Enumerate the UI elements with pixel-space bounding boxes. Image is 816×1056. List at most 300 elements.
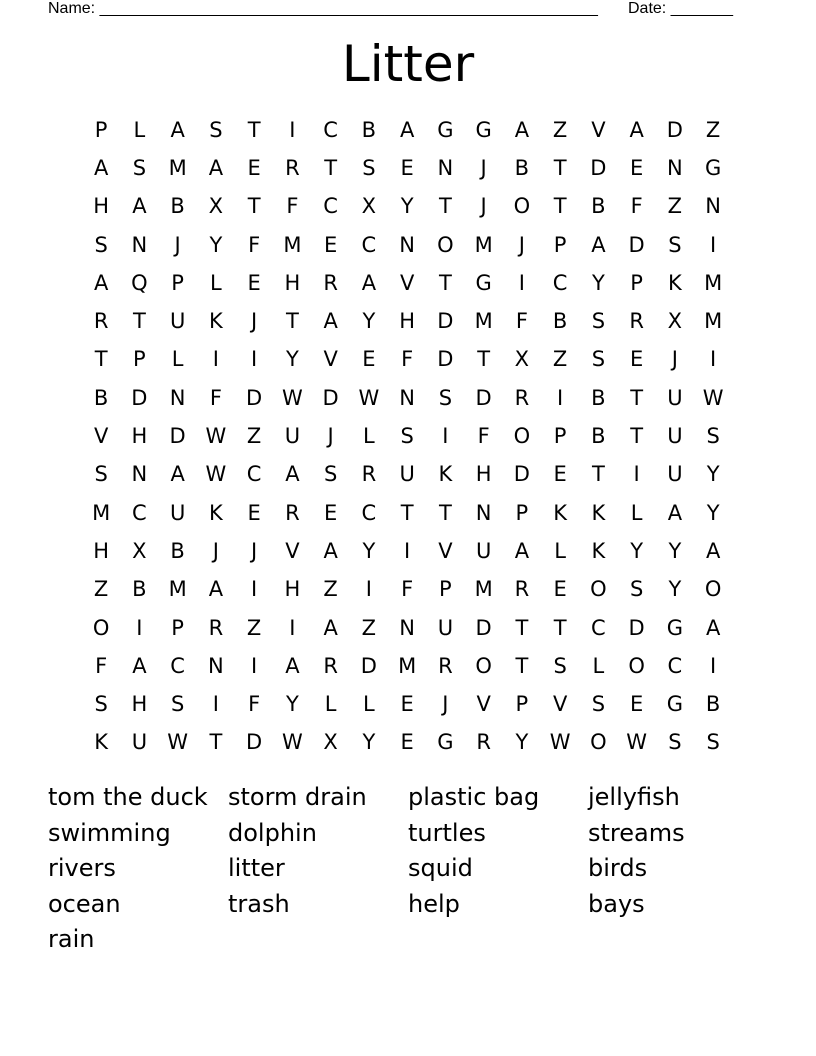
grid-letter: F xyxy=(95,653,108,678)
grid-letter: F xyxy=(630,194,643,219)
grid-letter: R xyxy=(629,309,644,334)
grid-letter: Y xyxy=(362,309,376,334)
grid-letter: Y xyxy=(630,538,644,563)
word-list-item: litter xyxy=(228,854,285,882)
date-field: Date: _______ xyxy=(628,0,733,17)
grid-letter: G xyxy=(437,730,454,755)
grid-letter: S xyxy=(323,462,338,487)
grid-letter: K xyxy=(208,309,223,334)
grid-letter: R xyxy=(514,577,530,602)
grid-letter: O xyxy=(628,653,645,678)
grid-letter: C xyxy=(667,653,683,678)
grid-letter: U xyxy=(131,730,148,755)
grid-letter: S xyxy=(553,653,567,678)
grid-letter: S xyxy=(629,577,644,602)
grid-letter: W xyxy=(205,462,227,487)
grid-letter: R xyxy=(514,385,530,410)
grid-letter: Y xyxy=(285,347,299,372)
grid-letter: G xyxy=(475,117,492,142)
grid-letter: B xyxy=(591,424,606,449)
grid-letter: W xyxy=(549,730,571,755)
grid-letter: S xyxy=(591,347,606,372)
grid-letter: C xyxy=(246,462,262,487)
grid-letter: W xyxy=(358,385,380,410)
grid-letter: C xyxy=(170,653,185,678)
grid-letter: D xyxy=(475,615,492,640)
grid-letter: I xyxy=(251,653,258,678)
grid-letter: W xyxy=(205,424,227,449)
grid-letter: D xyxy=(322,385,339,410)
grid-letter: E xyxy=(629,692,644,717)
grid-letter: D xyxy=(246,730,263,755)
grid-letter: Z xyxy=(323,577,338,602)
grid-letter: T xyxy=(477,347,491,372)
grid-letter: F xyxy=(401,577,414,602)
grid-letter: K xyxy=(591,500,606,525)
word-list xyxy=(48,780,768,958)
grid-letter: S xyxy=(132,155,147,180)
grid-letter: I xyxy=(710,347,717,372)
grid-letter: Z xyxy=(667,194,683,219)
grid-letter: S xyxy=(668,730,682,755)
grid-letter: M xyxy=(474,309,493,334)
grid-letter: Y xyxy=(400,194,414,219)
grid-letter: B xyxy=(93,385,109,410)
grid-letter: A xyxy=(170,117,185,142)
grid-letter: K xyxy=(591,538,606,563)
grid-letter: E xyxy=(553,462,567,487)
grid-letter: Y xyxy=(515,730,529,755)
grid-letter: P xyxy=(515,692,529,717)
grid-letter: J xyxy=(327,424,334,449)
grid-letter: Q xyxy=(131,270,148,295)
grid-letter: L xyxy=(171,347,184,372)
word-list-item: dolphin xyxy=(228,818,317,847)
grid-letter: A xyxy=(667,500,683,525)
grid-letter: F xyxy=(209,385,222,410)
grid-letter: I xyxy=(251,577,258,602)
grid-letter: A xyxy=(285,462,300,487)
grid-letter: F xyxy=(248,692,261,717)
grid-letter: V xyxy=(399,270,415,295)
grid-letter: S xyxy=(706,424,720,449)
grid-letter: R xyxy=(285,155,300,180)
grid-letter: Y xyxy=(362,730,376,755)
grid-letter: X xyxy=(323,730,338,755)
grid-letter: H xyxy=(93,194,110,219)
grid-letter: L xyxy=(363,692,375,717)
grid-letter: L xyxy=(592,653,605,678)
grid-letter: J xyxy=(442,692,449,717)
word-list-item: swimming xyxy=(48,818,171,847)
grid-letter: R xyxy=(285,500,300,525)
grid-letter: T xyxy=(553,155,567,180)
page-title: Litter xyxy=(341,35,475,93)
grid-letter: P xyxy=(630,270,643,295)
grid-letter: Y xyxy=(362,538,376,563)
grid-letter: A xyxy=(208,577,224,602)
grid-letter: N xyxy=(475,500,492,525)
grid-letter: L xyxy=(324,692,337,717)
grid-letter: T xyxy=(132,309,146,334)
grid-letter: I xyxy=(442,424,449,449)
grid-letter: V xyxy=(438,538,453,563)
grid-letter: S xyxy=(668,232,682,257)
grid-letter: M xyxy=(168,155,187,180)
grid-letter: N xyxy=(169,385,186,410)
grid-letter: J xyxy=(671,347,678,372)
grid-letter: C xyxy=(552,270,568,295)
grid-letter: P xyxy=(515,500,529,525)
grid-letter: Y xyxy=(285,692,299,717)
grid-letter: X xyxy=(208,194,224,219)
grid-letter: Z xyxy=(246,424,262,449)
grid-letter: X xyxy=(667,309,683,334)
grid-letter: T xyxy=(324,155,338,180)
grid-letter: S xyxy=(706,730,720,755)
grid-letter: L xyxy=(210,270,222,295)
grid-letter: Y xyxy=(668,538,682,563)
grid-letter: H xyxy=(284,577,301,602)
grid-letter: Z xyxy=(361,615,377,640)
grid-letter: D xyxy=(628,232,645,257)
grid-letter: O xyxy=(513,424,531,449)
grid-letter: A xyxy=(514,117,530,142)
grid-letter: S xyxy=(400,424,414,449)
grid-letter: N xyxy=(399,615,415,640)
grid-letter: F xyxy=(401,347,414,372)
grid-letter: Z xyxy=(552,347,568,372)
grid-letter: D xyxy=(360,653,377,678)
word-list-item: tom the duck xyxy=(48,783,208,811)
grid-letter: D xyxy=(131,385,148,410)
grid-letter: V xyxy=(323,347,338,372)
grid-letter: D xyxy=(169,424,186,449)
grid-letter: U xyxy=(475,538,492,563)
grid-letter: W xyxy=(167,730,188,755)
grid-letter: N xyxy=(437,155,454,180)
grid-letter: G xyxy=(704,155,722,180)
grid-letter: O xyxy=(475,653,492,678)
grid-letter: O xyxy=(704,577,722,602)
grid-letter: U xyxy=(169,309,186,334)
grid-letter: K xyxy=(553,500,568,525)
grid-letter: J xyxy=(480,155,487,180)
grid-letter: T xyxy=(285,309,299,334)
grid-letter: H xyxy=(475,462,492,487)
grid-letter: B xyxy=(361,117,377,142)
grid-letter: N xyxy=(208,653,224,678)
grid-letter: T xyxy=(515,653,529,678)
word-list-item: streams xyxy=(588,818,685,847)
grid-letter: I xyxy=(404,538,411,563)
grid-letter: O xyxy=(590,730,607,755)
grid-letter: O xyxy=(590,577,607,602)
grid-letter: K xyxy=(438,462,453,487)
grid-letter: N xyxy=(667,155,683,180)
word-list-item: trash xyxy=(228,889,290,918)
grid-letter: Z xyxy=(705,117,721,142)
grid-letter: R xyxy=(208,615,224,640)
grid-letter: E xyxy=(629,347,644,372)
grid-letter: E xyxy=(323,232,338,257)
grid-letter: C xyxy=(132,500,147,525)
grid-letter: E xyxy=(247,155,261,180)
grid-letter: D xyxy=(437,309,454,334)
grid-letter: D xyxy=(666,117,683,142)
grid-letter: D xyxy=(475,385,492,410)
grid-letter: T xyxy=(94,347,108,372)
grid-letter: C xyxy=(323,194,338,219)
grid-letter: N xyxy=(399,385,415,410)
grid-letter: M xyxy=(398,653,417,678)
grid-letter: E xyxy=(400,692,414,717)
letter-grid xyxy=(82,111,732,762)
word-list-item: squid xyxy=(408,854,473,882)
grid-letter: P xyxy=(553,232,567,257)
grid-letter: C xyxy=(361,232,377,257)
grid-letter: T xyxy=(400,500,414,525)
grid-letter: I xyxy=(710,232,717,257)
grid-letter: D xyxy=(628,615,645,640)
grid-letter: F xyxy=(286,194,299,219)
grid-letter: O xyxy=(437,232,454,257)
grid-letter: U xyxy=(667,385,683,410)
word-list-item: jellyfish xyxy=(588,783,680,811)
grid-letter: R xyxy=(93,309,109,334)
grid-letter: S xyxy=(94,232,108,257)
grid-letter: H xyxy=(131,424,148,449)
grid-letter: H xyxy=(284,270,301,295)
grid-letter: T xyxy=(630,385,644,410)
grid-letter: I xyxy=(251,347,258,372)
grid-letter: N xyxy=(131,462,148,487)
grid-letter: I xyxy=(633,462,640,487)
word-list-item: rivers xyxy=(48,854,116,882)
grid-letter: N xyxy=(705,194,721,219)
grid-letter: B xyxy=(591,194,606,219)
grid-letter: Z xyxy=(246,615,262,640)
header-line xyxy=(48,0,740,20)
grid-letter: K xyxy=(94,730,109,755)
grid-letter: H xyxy=(93,538,110,563)
grid-letter: U xyxy=(399,462,415,487)
grid-letter: U xyxy=(169,500,186,525)
grid-letter: R xyxy=(323,653,338,678)
word-list-item: birds xyxy=(588,854,648,882)
grid-letter: V xyxy=(93,424,109,449)
grid-letter: U xyxy=(667,424,683,449)
grid-letter: E xyxy=(400,730,414,755)
grid-letter: U xyxy=(667,462,683,487)
grid-letter: V xyxy=(552,692,568,717)
grid-letter: P xyxy=(133,347,146,372)
grid-letter: R xyxy=(361,462,377,487)
grid-letter: W xyxy=(626,730,647,755)
grid-letter: B xyxy=(591,385,606,410)
grid-letter: O xyxy=(92,615,110,640)
grid-letter: D xyxy=(246,385,263,410)
grid-letter: T xyxy=(553,194,567,219)
grid-letter: T xyxy=(209,730,223,755)
grid-letter: I xyxy=(289,615,296,640)
grid-letter: L xyxy=(363,424,375,449)
grid-letter: M xyxy=(168,577,187,602)
grid-letter: E xyxy=(247,270,261,295)
grid-letter: A xyxy=(514,538,530,563)
grid-letter: A xyxy=(705,538,721,563)
grid-letter: U xyxy=(437,615,454,640)
grid-letter: C xyxy=(591,615,606,640)
grid-letter: A xyxy=(93,270,109,295)
grid-letter: B xyxy=(514,155,530,180)
grid-letter: L xyxy=(630,500,643,525)
grid-letter: F xyxy=(515,309,528,334)
grid-letter: W xyxy=(702,385,724,410)
word-list-item: turtles xyxy=(408,818,486,847)
grid-letter: W xyxy=(281,385,303,410)
grid-letter: Y xyxy=(706,500,720,525)
grid-letter: L xyxy=(133,117,146,142)
grid-letter: E xyxy=(323,500,338,525)
grid-letter: E xyxy=(362,347,376,372)
grid-letter: B xyxy=(170,194,185,219)
grid-letter: A xyxy=(591,232,606,257)
grid-letter: X xyxy=(514,347,530,372)
grid-letter: I xyxy=(136,615,143,640)
grid-letter: B xyxy=(552,309,568,334)
word-list-item: rain xyxy=(48,925,95,953)
grid-letter: E xyxy=(400,155,414,180)
grid-letter: I xyxy=(557,385,564,410)
grid-letter: I xyxy=(710,653,717,678)
grid-letter: A xyxy=(132,194,147,219)
grid-letter: E xyxy=(247,500,261,525)
grid-letter: S xyxy=(209,117,223,142)
name-field: Name: ________________________________________________________ xyxy=(48,0,598,17)
grid-letter: T xyxy=(247,117,261,142)
grid-letter: Z xyxy=(93,577,109,602)
grid-letter: P xyxy=(171,615,184,640)
grid-letter: N xyxy=(131,232,148,257)
grid-letter: D xyxy=(590,155,607,180)
grid-letter: E xyxy=(553,577,567,602)
grid-letter: X xyxy=(361,194,377,219)
grid-letter: Y xyxy=(706,462,720,487)
grid-letter: F xyxy=(248,232,261,257)
grid-letter: T xyxy=(438,500,452,525)
grid-letter: A xyxy=(323,538,338,563)
grid-letter: M xyxy=(474,232,493,257)
grid-letter: A xyxy=(361,270,377,295)
grid-letter: P xyxy=(439,577,452,602)
grid-letter: T xyxy=(591,462,605,487)
word-list-item: bays xyxy=(588,889,645,918)
grid-letter: I xyxy=(212,347,219,372)
grid-letter: I xyxy=(212,692,219,717)
grid-letter: V xyxy=(476,692,491,717)
grid-letter: T xyxy=(247,194,261,219)
grid-letter: A xyxy=(170,462,185,487)
grid-letter: I xyxy=(518,270,525,295)
grid-letter: T xyxy=(630,424,644,449)
grid-letter: G xyxy=(666,692,684,717)
grid-letter: M xyxy=(474,577,493,602)
grid-letter: B xyxy=(170,538,185,563)
grid-letter: Y xyxy=(668,577,682,602)
grid-letter: N xyxy=(399,232,415,257)
grid-letter: M xyxy=(704,270,723,295)
grid-letter: A xyxy=(93,155,109,180)
grid-letter: R xyxy=(323,270,338,295)
word-list-item: help xyxy=(408,889,460,918)
grid-letter: B xyxy=(132,577,147,602)
grid-letter: G xyxy=(437,117,454,142)
grid-letter: J xyxy=(518,232,525,257)
grid-letter: A xyxy=(399,117,415,142)
grid-letter: S xyxy=(591,309,606,334)
grid-letter: H xyxy=(131,692,148,717)
grid-letter: S xyxy=(94,692,108,717)
grid-letter: T xyxy=(553,615,567,640)
grid-letter: I xyxy=(365,577,372,602)
grid-letter: A xyxy=(323,309,338,334)
grid-letter: A xyxy=(705,615,721,640)
grid-letter: Y xyxy=(209,232,223,257)
grid-letter: W xyxy=(281,730,303,755)
grid-letter: I xyxy=(289,117,296,142)
grid-letter: X xyxy=(132,538,147,563)
grid-letter: R xyxy=(438,653,453,678)
grid-letter: S xyxy=(362,155,376,180)
grid-letter: T xyxy=(515,615,529,640)
grid-letter: G xyxy=(666,615,684,640)
grid-letter: K xyxy=(667,270,682,295)
grid-letter: P xyxy=(553,424,567,449)
grid-letter: A xyxy=(323,615,338,640)
grid-letter: V xyxy=(285,538,300,563)
grid-letter: C xyxy=(361,500,377,525)
grid-letter: M xyxy=(704,309,723,334)
grid-letter: V xyxy=(591,117,606,142)
grid-letter: U xyxy=(284,424,301,449)
grid-letter: A xyxy=(285,653,300,678)
grid-letter: M xyxy=(92,500,111,525)
grid-letter: K xyxy=(208,500,223,525)
grid-letter: G xyxy=(475,270,492,295)
grid-letter: C xyxy=(323,117,338,142)
grid-letter: D xyxy=(513,462,530,487)
grid-letter: A xyxy=(132,653,147,678)
word-list-item: ocean xyxy=(48,889,121,918)
grid-letter: B xyxy=(705,692,721,717)
grid-letter: J xyxy=(480,194,487,219)
grid-letter: T xyxy=(438,194,452,219)
grid-letter: S xyxy=(170,692,185,717)
grid-letter: M xyxy=(283,232,302,257)
grid-letter: J xyxy=(251,309,258,334)
grid-letter: S xyxy=(591,692,606,717)
grid-letter: P xyxy=(171,270,184,295)
grid-letter: P xyxy=(94,117,108,142)
grid-letter: O xyxy=(513,194,531,219)
grid-letter: L xyxy=(554,538,566,563)
word-list-item: plastic bag xyxy=(408,783,540,811)
grid-letter: J xyxy=(251,538,258,563)
grid-letter: D xyxy=(437,347,454,372)
word-list-item: storm drain xyxy=(228,783,367,811)
grid-letter: T xyxy=(438,270,452,295)
